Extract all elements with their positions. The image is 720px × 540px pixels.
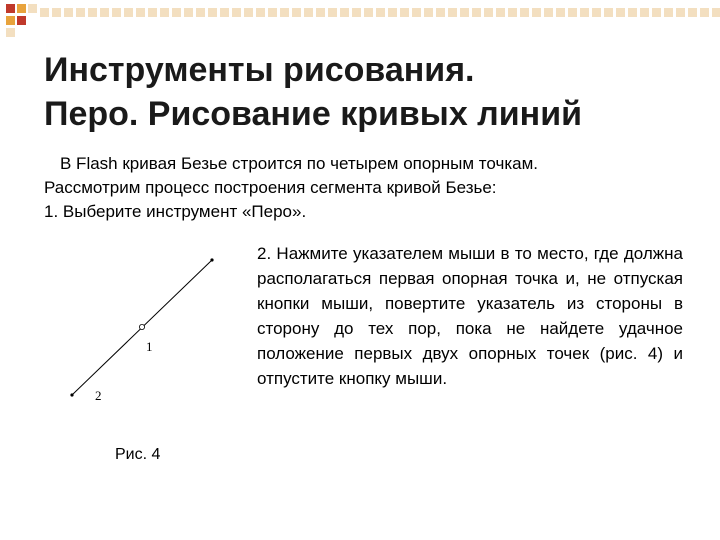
intro-paragraph bbox=[44, 152, 684, 224]
deco-square bbox=[388, 8, 397, 17]
deco-square bbox=[652, 8, 661, 17]
deco-square bbox=[664, 8, 673, 17]
deco-square bbox=[412, 8, 421, 17]
deco-square bbox=[640, 8, 649, 17]
deco-square bbox=[172, 8, 181, 17]
deco-square bbox=[160, 8, 169, 17]
anchor-point-middle bbox=[139, 324, 144, 329]
deco-square bbox=[256, 8, 265, 17]
deco-square bbox=[532, 8, 541, 17]
deco-square bbox=[496, 8, 505, 17]
deco-square bbox=[88, 8, 97, 17]
intro-line-3: 1. Выберите инструмент «Перо». bbox=[44, 202, 307, 221]
deco-square bbox=[352, 8, 361, 17]
deco-square bbox=[676, 8, 685, 17]
deco-square bbox=[400, 8, 409, 17]
deco-square bbox=[448, 8, 457, 17]
title-line-2: Перо. Рисование кривых линий bbox=[44, 95, 583, 133]
deco-square bbox=[292, 8, 301, 17]
deco-square bbox=[340, 8, 349, 17]
deco-square bbox=[460, 8, 469, 17]
point-label-1: 1 bbox=[146, 339, 153, 354]
deco-square bbox=[6, 16, 15, 25]
deco-square bbox=[328, 8, 337, 17]
deco-square bbox=[52, 8, 61, 17]
deco-square bbox=[6, 28, 15, 37]
deco-square bbox=[232, 8, 241, 17]
deco-square bbox=[592, 8, 601, 17]
deco-square bbox=[6, 4, 15, 13]
deco-square bbox=[688, 8, 697, 17]
deco-square bbox=[556, 8, 565, 17]
deco-square bbox=[124, 8, 133, 17]
deco-square bbox=[424, 8, 433, 17]
deco-square bbox=[208, 8, 217, 17]
deco-square bbox=[28, 4, 37, 13]
deco-square bbox=[580, 8, 589, 17]
step-2-paragraph: 2. Нажмите указателем мыши в то место, где должна располагаться первая опорная точка и, не отпуская кнопки мыши, повертите указатель из стороны в сторону до тех пор, пока не найдете удачное положение первых двух опорных точек (рис. 4) и отпустите кнопку мыши. bbox=[257, 244, 683, 388]
bezier-figure bbox=[60, 245, 240, 415]
deco-square bbox=[472, 8, 481, 17]
deco-square bbox=[436, 8, 445, 17]
deco-square bbox=[220, 8, 229, 17]
deco-square bbox=[628, 8, 637, 17]
deco-square bbox=[616, 8, 625, 17]
anchor-point-top bbox=[210, 258, 213, 261]
deco-square bbox=[17, 4, 26, 13]
deco-square bbox=[112, 8, 121, 17]
title-line-1: Инструменты рисования. bbox=[44, 51, 475, 89]
point-label-2: 2 bbox=[95, 388, 102, 403]
deco-square bbox=[136, 8, 145, 17]
deco-square bbox=[604, 8, 613, 17]
decorative-squares-banner bbox=[0, 0, 720, 40]
deco-square bbox=[64, 8, 73, 17]
deco-square bbox=[712, 8, 720, 17]
deco-square bbox=[76, 8, 85, 17]
deco-square bbox=[508, 8, 517, 17]
deco-square bbox=[196, 8, 205, 17]
deco-square bbox=[304, 8, 313, 17]
deco-square bbox=[280, 8, 289, 17]
deco-square bbox=[568, 8, 577, 17]
deco-square bbox=[700, 8, 709, 17]
intro-line-2: Рассмотрим процесс построения сегмента кривой Безье: bbox=[44, 178, 497, 197]
deco-square bbox=[244, 8, 253, 17]
deco-square bbox=[544, 8, 553, 17]
deco-square bbox=[484, 8, 493, 17]
deco-square bbox=[184, 8, 193, 17]
deco-square bbox=[17, 16, 26, 25]
deco-square bbox=[316, 8, 325, 17]
figure-caption: Рис. 4 bbox=[115, 446, 161, 463]
slide-title bbox=[44, 48, 704, 136]
deco-square bbox=[40, 8, 49, 17]
deco-square bbox=[376, 8, 385, 17]
anchor-point-bottom bbox=[70, 393, 73, 396]
deco-square bbox=[268, 8, 277, 17]
intro-line-1: В Flash кривая Безье строится по четырем опорным точкам. bbox=[60, 154, 539, 173]
deco-square bbox=[520, 8, 529, 17]
deco-square bbox=[148, 8, 157, 17]
deco-square bbox=[100, 8, 109, 17]
deco-square bbox=[364, 8, 373, 17]
